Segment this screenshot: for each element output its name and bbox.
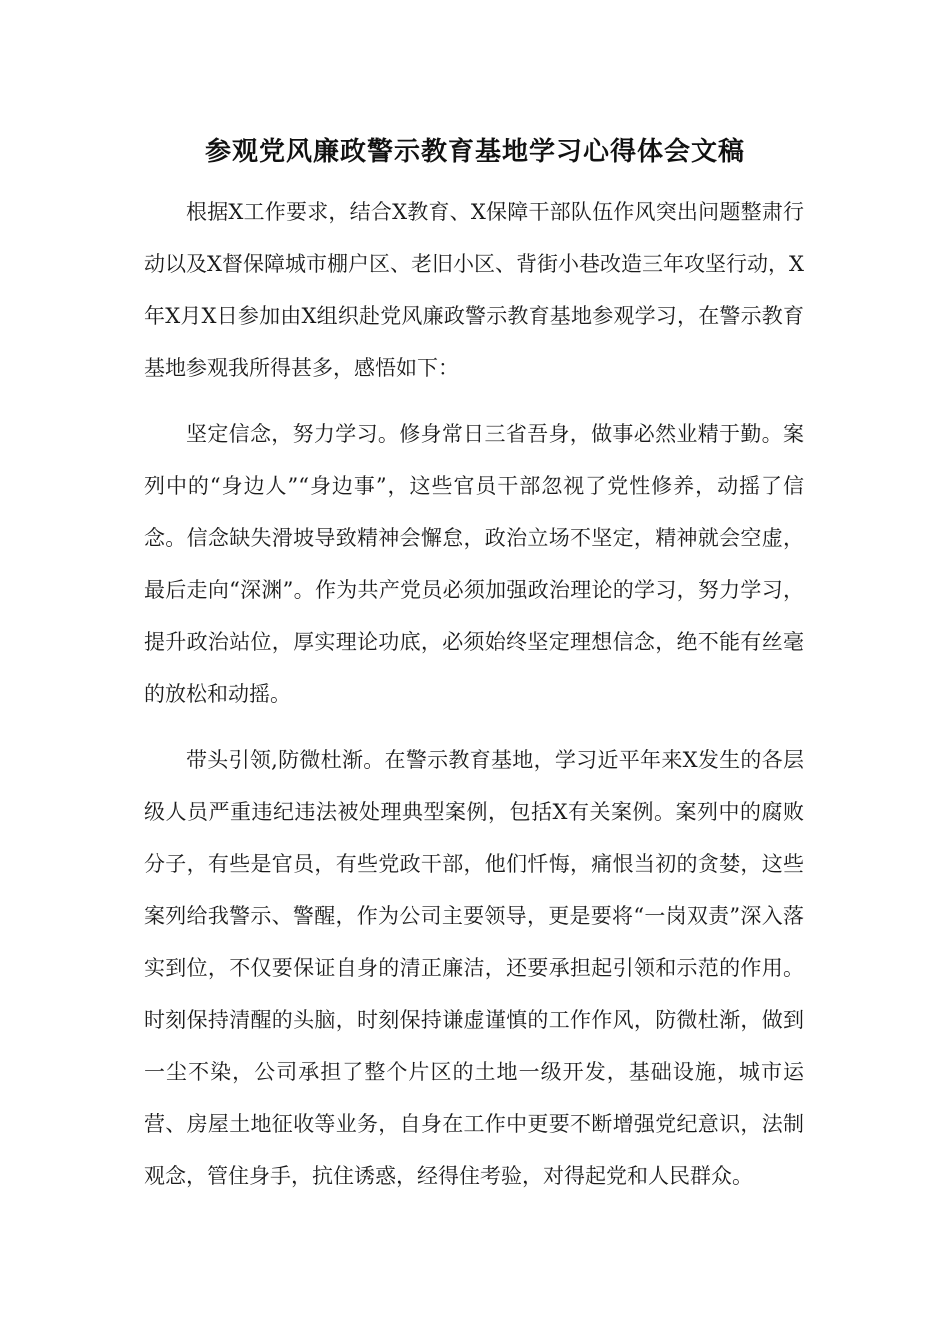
paragraph-lead-by-example: 带头引领,防微杜渐。在警示教育基地，学习近平年来X发生的各层级人员严重违纪违法被处理典型案例，包括X有关案例。案列中的腐败分子，有些是官员，有些党政干部，他们忏悔，痛恨当初的贪婪，这些案列给我警示、警醒，作为公司主要领导，更是要将“一岗双责”深入落实到位，不仅要保证自身的清正廉洁，还要承担起引领和示范的作用。时刻保持清醒的头脑，时刻保持谦虚谨慎的工作作风，防微杜渐，做到一尘不染，公司承担了整个片区的土地一级开发，基础设施，城市运营、房屋土地征收等业务，自身在工作中更要不断增强党纪意识，法制观念，管住身手，抗住诱惑，经得住考验，对得起党和人民群众。 [144,748,804,1188]
paragraph-firm-belief: 坚定信念，努力学习。修身常日三省吾身，做事必然业精于勤。案列中的“身边人”“身边事”，这些官员干部忽视了党性修养，动摇了信念。信念缺失滑坡导致精神会懈怠，政治立场不坚定，精神就会空虚，最后走向“深渊”。作为共产党员必须加强政治理论的学习，努力学习，提升政治站位，厚实理论功底，必须始终坚定理想信念，绝不能有丝毫的放松和动摇。 [144,422,804,706]
document-title: 参观党风廉政警示教育基地学习心得体会文稿 [204,137,745,167]
paragraph-intro: 根据X工作要求，结合X教育、X保障干部队伍作风突出问题整肃行动以及X督保障城市棚户区、老旧小区、背街小巷改造三年攻坚行动，X年X月X日参加由X组织赴党风廉政警示教育基地参观学习，在警示教育基地参观我所得甚多，感悟如下： [144,200,804,380]
document-body [144,186,804,1216]
